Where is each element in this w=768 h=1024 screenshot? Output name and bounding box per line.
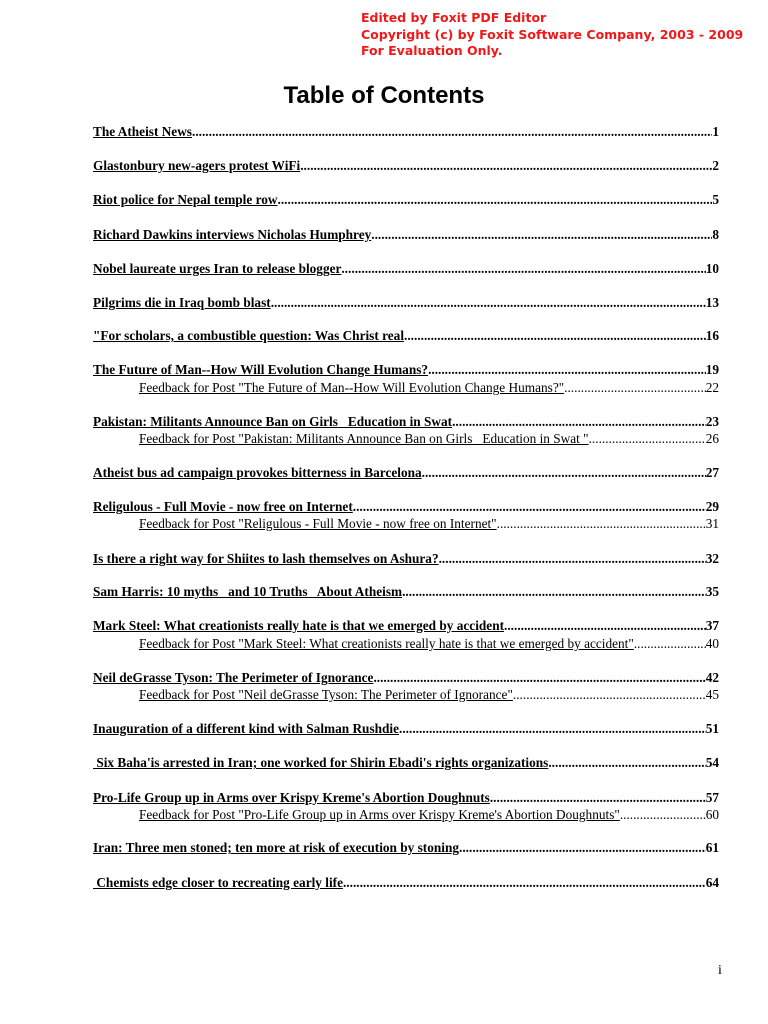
- dot-leader: [564, 380, 706, 396]
- dot-leader: [278, 192, 713, 208]
- toc-subentry-title[interactable]: Feedback for Post "Mark Steel: What creationists really hate is that we emerged by accident": [139, 636, 634, 651]
- dot-leader: [459, 840, 706, 856]
- toc-subentry-page: 31: [705, 516, 719, 531]
- dot-leader: [513, 687, 706, 703]
- dot-leader: [490, 790, 706, 806]
- toc-subentry-page: 45: [705, 687, 719, 702]
- toc-entry-title[interactable]: The Future of Man--How Will Evolution Change Humans?: [93, 362, 429, 377]
- toc-entry-page: 16: [705, 328, 719, 343]
- toc-subentry[interactable]: [139, 516, 719, 532]
- dot-leader: [402, 584, 706, 600]
- watermark-line-1: Edited by Foxit PDF Editor: [361, 10, 547, 25]
- dot-leader: [428, 362, 706, 378]
- toc-entry[interactable]: [93, 755, 719, 771]
- toc-entry-title[interactable]: Chemists edge closer to recreating early life: [93, 875, 343, 890]
- toc-entry-title[interactable]: Nobel laureate urges Iran to release blogger: [93, 261, 342, 276]
- page-title: Table of Contents: [283, 82, 485, 109]
- toc-entry[interactable]: [93, 551, 719, 567]
- toc-subentry[interactable]: [139, 380, 719, 396]
- toc-entry-page: 51: [705, 721, 719, 736]
- dot-leader: [373, 670, 705, 686]
- toc-entry-page: 8: [712, 227, 719, 242]
- toc-entry[interactable]: [93, 295, 719, 311]
- toc-entry[interactable]: [93, 465, 719, 481]
- toc-subentry-title[interactable]: Feedback for Post "Pro-Life Group up in Arms over Krispy Kreme's Abortion Doughnuts": [139, 807, 620, 822]
- dot-leader: [343, 875, 706, 891]
- toc-entry[interactable]: [93, 584, 719, 600]
- dot-leader: [399, 721, 706, 737]
- toc-entry[interactable]: [93, 721, 719, 737]
- toc-entry[interactable]: [93, 618, 719, 634]
- toc-entry-page: 1: [712, 124, 719, 139]
- toc-entry-page: 27: [705, 465, 719, 480]
- toc-entry-page: 54: [705, 755, 719, 770]
- foxit-watermark: [361, 10, 743, 60]
- toc-entry-page: 32: [705, 551, 719, 566]
- toc-entry-title[interactable]: Glastonbury new-agers protest WiFi: [93, 158, 301, 173]
- toc-entry-page: 64: [705, 875, 719, 890]
- toc-entry-title[interactable]: Religulous - Full Movie - now free on Internet: [93, 499, 353, 514]
- toc-entry[interactable]: [93, 124, 719, 140]
- toc-entry[interactable]: [93, 158, 719, 174]
- toc-entry[interactable]: [93, 362, 719, 378]
- toc-subentry[interactable]: [139, 687, 719, 703]
- dot-leader: [371, 227, 712, 243]
- dot-leader: [422, 465, 706, 481]
- toc-entry[interactable]: [93, 840, 719, 856]
- dot-leader: [404, 328, 706, 344]
- toc-entry-page: 19: [705, 362, 719, 377]
- toc-subentry-title[interactable]: Feedback for Post "Pakistan: Militants Announce Ban on Girls Education in Swat ": [139, 431, 589, 446]
- toc-subentry[interactable]: [139, 636, 719, 652]
- toc-subentry-title[interactable]: Feedback for Post "Neil deGrasse Tyson: The Perimeter of Ignorance": [139, 687, 513, 702]
- toc-entry-page: 2: [712, 158, 719, 173]
- toc-entry-title[interactable]: Is there a right way for Shiites to lash themselves on Ashura?: [93, 551, 439, 566]
- toc-entry[interactable]: [93, 499, 719, 515]
- toc-entry[interactable]: [93, 790, 719, 806]
- toc-subentry-title[interactable]: Feedback for Post "Religulous - Full Movie - now free on Internet": [139, 516, 497, 531]
- toc-entry-title[interactable]: "For scholars, a combustible question: Was Christ real: [93, 328, 405, 343]
- toc-entry-page: 57: [705, 790, 719, 805]
- toc-entry[interactable]: [93, 192, 719, 208]
- dot-leader: [271, 295, 706, 311]
- toc-subentry-page: 22: [705, 380, 719, 395]
- toc-entry-page: 35: [705, 584, 719, 599]
- toc-entry-title[interactable]: Mark Steel: What creationists really hate is that we emerged by accident: [93, 618, 505, 633]
- watermark-line-3: For Evaluation Only.: [361, 43, 503, 58]
- toc-entry-title[interactable]: Pakistan: Militants Announce Ban on Girls Education in Swat: [93, 414, 453, 429]
- toc-entry-page: 29: [705, 499, 719, 514]
- toc-entry[interactable]: [93, 328, 719, 344]
- dot-leader: [300, 158, 712, 174]
- toc-entry-title[interactable]: Iran: Three men stoned; ten more at risk of execution by stoning: [93, 840, 460, 855]
- toc-subentry-page: 60: [705, 807, 719, 822]
- toc-entry-title[interactable]: The Atheist News: [93, 124, 192, 139]
- dot-leader: [548, 755, 705, 771]
- dot-leader: [497, 516, 706, 532]
- dot-leader: [452, 414, 706, 430]
- toc-entry[interactable]: [93, 670, 719, 686]
- toc-subentry[interactable]: [139, 431, 719, 447]
- toc-entry[interactable]: [93, 227, 719, 243]
- toc-entry-title[interactable]: Neil deGrasse Tyson: The Perimeter of Ignorance: [93, 670, 374, 685]
- toc-entry-page: 42: [705, 670, 719, 685]
- toc-entry-title[interactable]: Pilgrims die in Iraq bomb blast: [93, 295, 271, 310]
- dot-leader: [504, 618, 706, 634]
- toc-entry-page: 61: [705, 840, 719, 855]
- toc-entry-title[interactable]: Pro-Life Group up in Arms over Krispy Kreme's Abortion Doughnuts: [93, 790, 490, 805]
- toc-entry-page: 5: [712, 192, 719, 207]
- page-number: i: [718, 963, 722, 978]
- toc-entry[interactable]: [93, 261, 719, 277]
- toc-entry-title[interactable]: Richard Dawkins interviews Nicholas Humphrey: [93, 227, 372, 242]
- toc-subentry-title[interactable]: Feedback for Post "The Future of Man--How Will Evolution Change Humans?": [139, 380, 565, 395]
- dot-leader: [341, 261, 705, 277]
- dot-leader: [353, 499, 706, 515]
- toc-entry-title[interactable]: Sam Harris: 10 myths and 10 Truths About Atheism: [93, 584, 403, 599]
- toc-subentry-page: 40: [705, 636, 719, 651]
- dot-leader: [620, 807, 706, 823]
- toc-subentry[interactable]: [139, 807, 719, 823]
- toc-entry-title[interactable]: Riot police for Nepal temple row: [93, 192, 278, 207]
- toc-entry-page: 10: [705, 261, 719, 276]
- toc-entry-page: 13: [705, 295, 719, 310]
- toc-entry-title[interactable]: Inauguration of a different kind with Salman Rushdie: [93, 721, 400, 736]
- toc-entry-title[interactable]: Six Baha'is arrested in Iran; one worked for Shirin Ebadi's rights organizations: [93, 755, 549, 770]
- toc-entry[interactable]: [93, 875, 719, 891]
- dot-leader: [634, 636, 706, 652]
- dot-leader: [589, 431, 706, 447]
- dot-leader: [192, 124, 712, 140]
- dot-leader: [439, 551, 706, 567]
- toc-entry[interactable]: [93, 414, 719, 430]
- toc-entry-page: 37: [705, 618, 719, 633]
- toc-entry-page: 23: [705, 414, 719, 429]
- toc-subentry-page: 26: [705, 431, 719, 446]
- toc-entry-title[interactable]: Atheist bus ad campaign provokes bitterness in Barcelona: [93, 465, 422, 480]
- watermark-line-2: Copyright (c) by Foxit Software Company, 2003 - 2009: [361, 26, 744, 42]
